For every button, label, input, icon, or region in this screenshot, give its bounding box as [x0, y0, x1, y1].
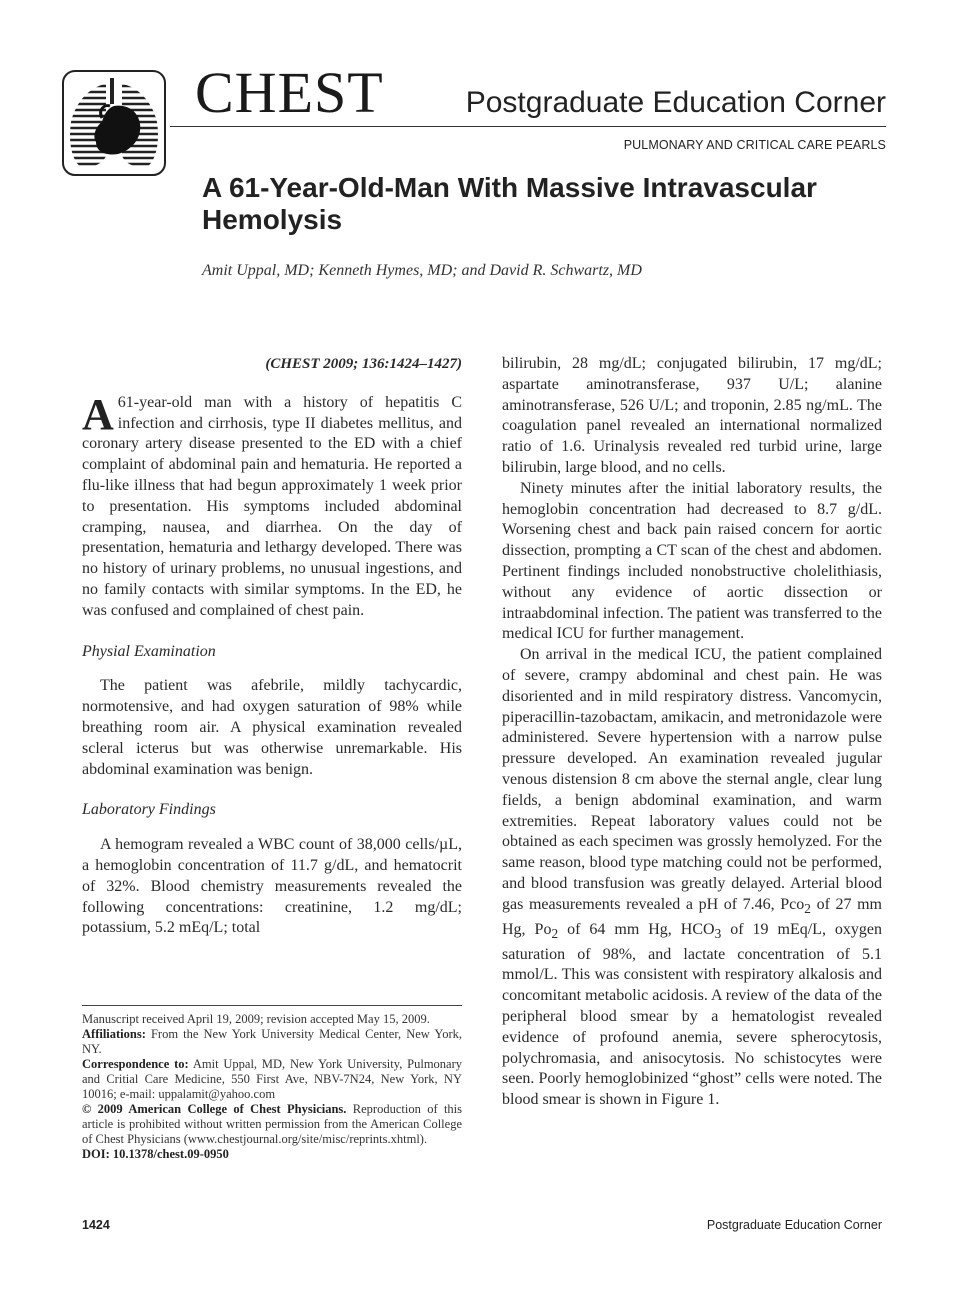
po2-subscript: 2 — [551, 925, 559, 941]
subheading-laboratory-findings: Laboratory Findings — [82, 801, 216, 819]
po2-value: of 64 mm Hg, — [567, 920, 672, 938]
dropcap: A — [82, 389, 114, 439]
correspondence-text: Amit Uppal, MD, New York University, Pulmonary and Critial Care Medicine, 550 First Ave, NBV-7N24, New York, NY 10016; e-mail: uppalamit@yahoo.com — [82, 1057, 463, 1101]
correspondence — [82, 1057, 462, 1102]
paragraph-presentation-text: 61-year-old man with a history of hepatitis C infection and cirrhosis, type II diabetes mellitus, and coronary artery disease presented to the ED with a chief complaint of abdominal pain and hematuria. He reported a flu-like illness that had begun approximately 1 week prior to presentation. His symptoms included abdominal cramping, nausea, and diarrhea. On the day of presentation, hematuria and lethargy developed. There was no history of urinary problems, no unusual ingestions, and no family contacts with similar symptoms. In the ED, he was confused and complained of chest pain. — [82, 393, 462, 619]
footnote-divider — [82, 1005, 462, 1006]
paragraph-laboratory-findings: A hemogram revealed a WBC count of 38,000 cells/µL, a hemoglobin concentration of 11.7 g/dL, and hematocrit of 32%. Blood chemistry measurements revealed the following concentrations: creatinine, 1.2 mg/dL; potassium, 5.2 mEq/L; total — [82, 836, 462, 937]
affiliations-label: Affiliations: — [82, 1027, 146, 1041]
section-title: Postgraduate Education Corner — [465, 86, 886, 119]
hco3-subscript: 3 — [714, 925, 722, 941]
copyright-label: © 2009 American College of Chest Physicians. — [82, 1102, 347, 1116]
citation: (CHEST 2009; 136:1424–1427) — [265, 356, 462, 372]
paragraph-presentation — [82, 389, 462, 622]
po2-label: Po — [534, 920, 552, 938]
hco3-label: HCO — [680, 920, 715, 938]
paragraph-icu-course — [502, 645, 882, 1111]
series-label: PULMONARY AND CRITICAL CARE PEARLS — [623, 138, 886, 152]
journal-name: CHEST — [195, 60, 384, 125]
footnotes — [82, 1005, 462, 1162]
icu-course-text-b: of 19 mEq/L, oxygen saturation of 98%, and lactate concentration of 5.1 mmol/L. This was consistent with respiratory alkalosis and concomitant metabolic acidosis. A review of the data of the peripheral blood smear by a hematologist revealed evidence of profound anemia, severe spherocytosis, polychromasia, and anisocytosis. No schistocytes were seen. Poorly hemoglobinized “ghost” cells were noted. The blood smear is shown in Figure 1. — [502, 920, 883, 1109]
copyright — [82, 1102, 462, 1147]
icu-course-text-a: On arrival in the medical ICU, the patient complained of severe, crampy abdominal and chest pain. He was disoriented and in mild respiratory distress. Vancomycin, piperacillin-tazobactam, amikacin, and metronidazole were administered. Severe hypertension with a narrow pulse pressure developed. An examination revealed jugular venous distension 8 cm above the sternal angle, clear lung fields, a benign abdominal examination, and warm extremities. Repeat laboratory values could not be obtained as each specimen was grossly hemolyzed. For the same reason, blood type matching could not be performed, and blood transfusion was greatly delayed. Arterial blood gas measurements revealed a pH of 7.46, — [502, 646, 882, 913]
affiliations-text: From the New York University Medical Center, New York, NY. — [82, 1027, 462, 1056]
doi: DOI: 10.1378/chest.09-0950 — [82, 1147, 229, 1161]
paragraph-physical-examination: The patient was afebrile, mildly tachycardic, normotensive, and had oxygen saturation of 98% while breathing room air. A physical examination revealed scleral icterus but was otherwise unremarkable. His abdominal examination was benign. — [82, 677, 462, 778]
copyright-text: Reproduction of this article is prohibited without written permission from the American College of Chest Physicians (www.chestjournal.org/site/misc/reprints.xhtml). — [82, 1102, 463, 1146]
correspondence-label: Correspondence to: — [82, 1057, 189, 1071]
right-column — [502, 354, 882, 1111]
pco2-subscript: 2 — [804, 900, 811, 916]
header-divider — [170, 126, 886, 127]
pco2-value: of 27 mm Hg, — [502, 895, 882, 938]
paragraph-ct-findings: Ninety minutes after the initial laboratory results, the hemoglobin concentration had decreased to 8.7 g/dL. Worsening chest and back pain raised concern for aortic dissection, prompting a CT scan of the chest and abdomen. Pertinent findings included nonobstructive cholelithiasis, without any evidence of aortic dissection or intraabdominal infection. The patient was transferred to the medical ICU for further management. — [502, 479, 883, 643]
page-number: 1424 — [82, 1218, 110, 1232]
article-title: A 61-Year-Old-Man With Massive Intravascular Hemolysis — [202, 172, 817, 235]
subheading-physical-examination: Physial Examination — [82, 642, 216, 660]
affiliations — [82, 1027, 462, 1057]
paragraph-lab-continued: bilirubin, 28 mg/dL; conjugated bilirubin, 17 mg/dL; aspartate aminotransferase, 937 U/L; alanine aminotransferase, 526 U/L; and troponin, 2.85 ng/mL. The coagulation panel revealed an international normalized ratio of 1.6. Urinalysis revealed red turbid urine, large bilirubin, large blood, and no cells. — [502, 355, 882, 476]
manuscript-dates: Manuscript received April 19, 2009; revision accepted May 15, 2009. — [82, 1012, 430, 1026]
pco2-label: Pco — [780, 895, 805, 913]
chest-lungs-heart-logo — [62, 70, 166, 176]
running-footer: Postgraduate Education Corner — [706, 1218, 882, 1232]
left-column — [82, 354, 462, 939]
author-list: Amit Uppal, MD; Kenneth Hymes, MD; and David R. Schwartz, MD — [202, 262, 642, 279]
